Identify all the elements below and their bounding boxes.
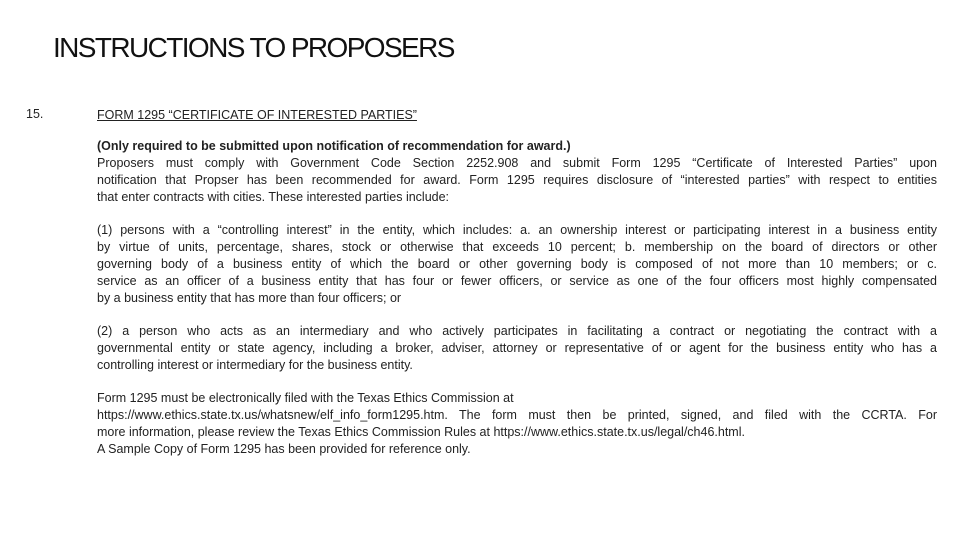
intro-line: notification that Propser has been recommended for award. Form 1295 requires disclosure of “interested parties” with respect to entities: [97, 173, 937, 187]
award-note: (Only required to be submitted upon notification of recommendation for award.): [97, 139, 571, 153]
item-heading: FORM 1295 “CERTIFICATE OF INTERESTED PARTIES”: [97, 108, 417, 122]
controlling-interest-paragraph: [97, 222, 937, 307]
filing-line: more information, please review the Texas Ethics Commission Rules at https://www.ethics.state.tx.us/legal/ch46.html.: [97, 425, 745, 439]
intermediary-paragraph: [97, 323, 937, 374]
filing-line: A Sample Copy of Form 1295 has been provided for reference only.: [97, 442, 471, 456]
list-1-line: service as an officer of a business entity that has four or fewer officers, or service as one of the four officers most highly compensated: [97, 274, 937, 288]
item-number: 15.: [26, 107, 44, 121]
page-title: INSTRUCTIONS TO PROPOSERS: [53, 32, 454, 63]
list-2-line: (2) a person who acts as an intermediary and who actively participates in facilitating a contract or negotiating the contract with a: [97, 324, 937, 338]
list-1-line: governing body of a business entity of which the board or other governing body is composed of not more than 10 members; or c.: [97, 257, 937, 271]
list-2-line: controlling interest or intermediary for the business entity.: [97, 358, 413, 372]
intro-line: that enter contracts with cities. These interested parties include:: [97, 190, 450, 204]
item-content: [97, 107, 937, 458]
list-2-line: governmental entity or state agency, including a broker, adviser, attorney or representative of or agent for the business entity who has a: [97, 341, 937, 355]
list-1-line: (1) persons with a “controlling interest” in the entity, which includes: a. an ownership interest or participating interest in a business entity: [97, 223, 937, 237]
list-1-line: by a business entity that has more than four officers; or: [97, 291, 402, 305]
filing-paragraph: [97, 390, 937, 458]
list-1-line: by virtue of units, percentage, shares, stock or otherwise that exceeds 10 percent; b. membership on the board of directors or other: [97, 240, 937, 254]
filing-line: https://www.ethics.state.tx.us/whatsnew/elf_info_form1295.htm. The form must then be printed, signed, and filed with the CCRTA. For: [97, 408, 937, 422]
filing-line: Form 1295 must be electronically filed with the Texas Ethics Commission at: [97, 391, 514, 405]
intro-line: Proposers must comply with Government Code Section 2252.908 and submit Form 1295 “Certificate of Interested Parties” upon: [97, 156, 937, 170]
intro-paragraph: [97, 155, 937, 206]
